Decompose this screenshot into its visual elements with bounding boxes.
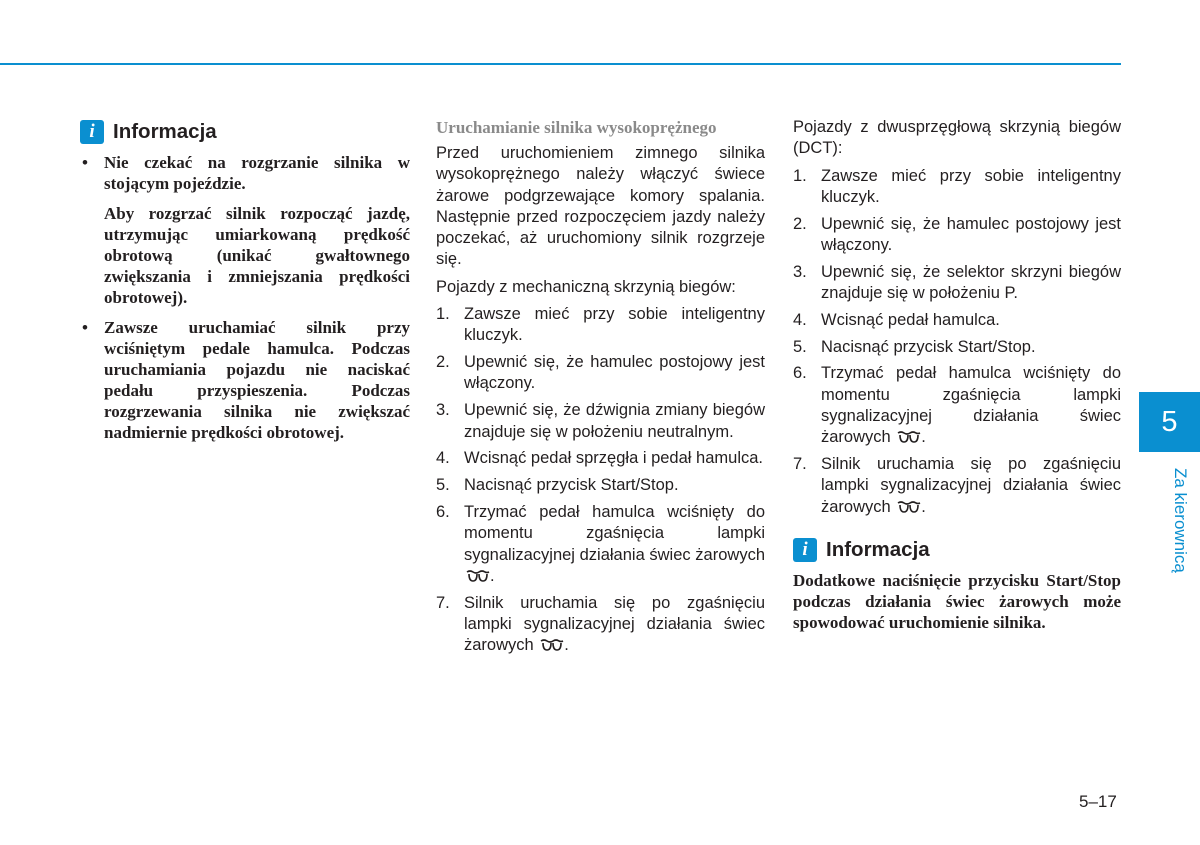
info-title: Informacja	[826, 538, 930, 562]
glow-plug-icon	[897, 499, 921, 513]
step-text: Wcisnąć pedał hamulca.	[821, 310, 1000, 329]
list-item	[80, 152, 410, 308]
intro-paragraph: Przed uruchomieniem zimnego silnika wysokoprężnego należy włączyć świece żarowe podgrzewające komory spalania. Następnie przed rozpoczęciem jazdy należy poczekać, aż uruchomiony silnik rozgrzeje się.	[436, 144, 765, 269]
step-number: 4.	[793, 310, 807, 329]
manual-steps-list	[436, 304, 765, 656]
column-2	[436, 117, 765, 662]
info-heading	[80, 118, 410, 146]
step-text: Upewnić się, że hamulec postojowy jest włączony.	[821, 214, 1121, 254]
step-item	[793, 262, 1121, 305]
step-item	[793, 337, 1121, 358]
step-item: 7. Silnik uruchamia się po zgaśnięciu lampki sygnalizacyjnej działania świec żarowych .	[793, 455, 1121, 516]
info-title: Informacja	[113, 120, 217, 143]
section-title: Uruchamianie silnika wysokoprężnego	[436, 118, 717, 137]
step-number: 2.	[436, 353, 450, 372]
step-number: 1.	[436, 305, 450, 324]
step-item: 6. Trzymać pedał hamulca wciśnięty do momentu zgaśnięcia lampki sygnalizacyjnej działania świec żarowych .	[436, 502, 765, 585]
step-text: Trzymać pedał hamulca wciśnięty do momentu zgaśnięcia lampki sygnalizacyjnej działania świec żarowych	[464, 502, 765, 564]
step-number: 3.	[436, 401, 450, 420]
chapter-tab: 5	[1139, 392, 1200, 452]
bullet-icon: •	[82, 153, 88, 172]
step-item	[793, 166, 1121, 209]
step-text: Trzymać pedał hamulca wciśnięty do momentu zgaśnięcia lampki sygnalizacyjnej działania świec żarowych	[821, 364, 1121, 447]
info-text: Dodatkowe naciśnięcie przycisku Start/Stop podczas działania świec żarowych może spowodować uruchomienie silnika.	[793, 571, 1121, 633]
info-icon: i	[793, 538, 817, 562]
step-item	[436, 352, 765, 395]
step-number: 5.	[793, 337, 807, 356]
step-number: 5.	[436, 476, 450, 495]
step-text: Zawsze mieć przy sobie inteligentny kluczyk.	[821, 166, 1121, 206]
step-number: 4.	[436, 449, 450, 468]
step-item	[436, 304, 765, 347]
step-item	[793, 214, 1121, 257]
chapter-label: Za kierownicą	[1171, 467, 1190, 573]
glow-plug-icon	[897, 429, 921, 443]
dct-heading: Pojazdy z dwusprzęgłową skrzynią biegów (DCT):	[793, 118, 1121, 158]
step-text: Upewnić się, że selektor skrzyni biegów znajduje się w położeniu P.	[821, 262, 1121, 303]
column-1	[80, 118, 410, 452]
step-number: 7.	[793, 455, 807, 474]
bullet-paragraph: Nie czekać na rozgrzanie silnika w stojącym pojeździe.	[104, 153, 410, 193]
step-text: Wcisnąć pedał sprzęgła i pedał hamulca.	[464, 449, 763, 468]
step-text: Zawsze mieć przy sobie inteligentny kluczyk.	[464, 305, 765, 345]
bullet-paragraph: Aby rozgrzać silnik rozpocząć jazdę, utrzymując umiarkowaną prędkość obrotową (unikać gwałtownego zwiększania i zmniejszania prędkości obrotowej).	[104, 204, 410, 307]
step-text: Nacisnąć przycisk Start/Stop.	[464, 476, 679, 495]
step-text: Silnik uruchamia się po zgaśnięciu lampki sygnalizacyjnej działania świec żarowych	[821, 455, 1121, 516]
step-text: Nacisnąć przycisk Start/Stop.	[821, 337, 1036, 356]
step-item: 7. Silnik uruchamia się po zgaśnięciu lampki sygnalizacyjnej działania świec żarowych .	[436, 593, 765, 655]
step-number: 2.	[793, 214, 807, 233]
list-item	[80, 317, 410, 443]
page-number: 5–17	[1079, 792, 1117, 811]
step-number: 6.	[793, 364, 807, 383]
bullet-icon: •	[82, 318, 88, 337]
step-number: 1.	[793, 166, 807, 185]
step-item: 6. Trzymać pedał hamulca wciśnięty do momentu zgaśnięcia lampki sygnalizacyjnej działania świec żarowych .	[793, 364, 1121, 447]
step-text: Silnik uruchamia się po zgaśnięciu lampki sygnalizacyjnej działania świec żarowych	[464, 593, 765, 655]
info-bullet-list	[80, 152, 410, 443]
column-3	[793, 117, 1121, 633]
info-icon: i	[80, 120, 104, 144]
step-number: 7.	[436, 593, 450, 612]
glow-plug-icon	[540, 637, 564, 651]
bullet-paragraph: Zawsze uruchamiać silnik przy wciśniętym pedale hamulca. Podczas uruchamiania pojazdu nie naciskać pedału przyspieszenia. Podczas rozgrzewania silnika nie zwiększać nadmiernie prędkości obrotowej.	[104, 318, 410, 442]
info-heading	[793, 536, 1121, 564]
step-item	[436, 475, 765, 496]
step-item	[793, 310, 1121, 331]
step-item	[436, 448, 765, 469]
info-block	[793, 536, 1121, 633]
step-text: Upewnić się, że dźwignia zmiany biegów znajduje się w położeniu neutralnym.	[464, 401, 765, 441]
dct-steps-list	[793, 166, 1121, 518]
glow-plug-icon	[466, 568, 490, 582]
step-number: 6.	[436, 502, 450, 521]
step-item	[436, 400, 765, 443]
step-text: Upewnić się, że hamulec postojowy jest włączony.	[464, 353, 765, 393]
manual-transmission-heading: Pojazdy z mechaniczną skrzynią biegów:	[436, 277, 736, 296]
header-rule	[0, 63, 1121, 65]
step-number: 3.	[793, 262, 807, 281]
